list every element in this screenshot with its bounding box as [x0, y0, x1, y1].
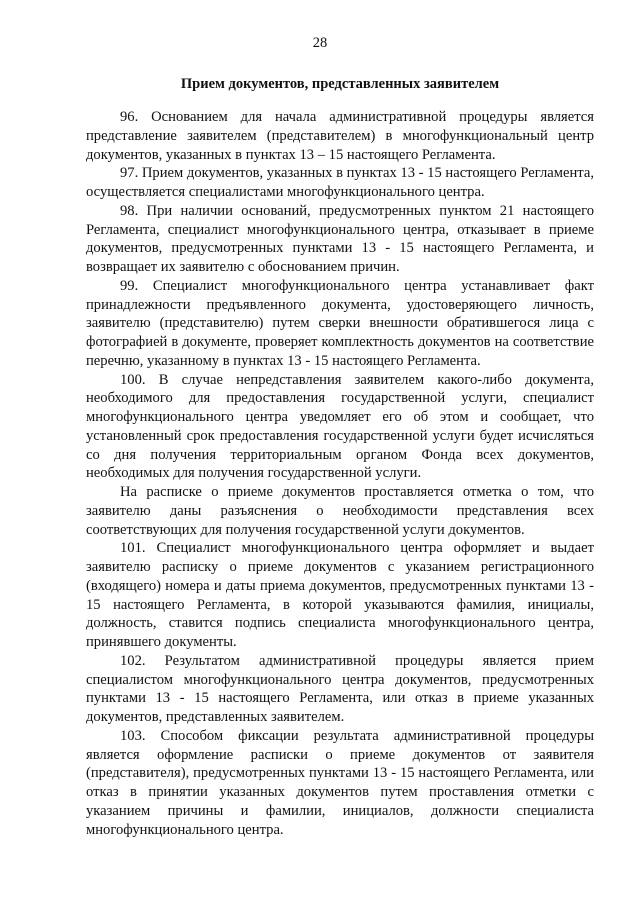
paragraph-99: 99. Специалист многофункционального центра устанавливает факт принадлежности предъявленного документа, удостоверяющего личность, заявителю (представителю) путем сверки внешности обратившегося лица с фотографией в документе, проверяет комплектность документов на соответствие перечню, указанному в пунктах 13 - 15 настоящего Регламента.: [86, 277, 594, 369]
page-number: 28: [312, 35, 328, 51]
paragraph-98: 98. При наличии оснований, предусмотренных пунктом 21 настоящего Регламента, специалист многофункционального центра, отказывает в приеме документов, предусмотренных пунктами 13 - 15 настоящего Регламента, и возвращает их заявителю с обоснованием причин.: [86, 202, 594, 275]
paragraph-101: 101. Специалист многофункционального центра оформляет и выдает заявителю расписку о приеме документов с указанием регистрационного (входящего) номера и даты приема документов, предусмотренных пунктами 13 - 15 настоящего Регламента, в которой указываются фамилия, инициалы, должность, ставится подпись специалиста многофункционального центра, принявшего документы.: [86, 540, 594, 650]
section-heading: Прием документов, представленных заявителем: [180, 76, 500, 92]
paragraph-96: 96. Основанием для начала административной процедуры является представление заявителем (представителем) в многофункциональный центр документов, указанных в пунктах 13 – 15 настоящего Регламента.: [86, 109, 594, 163]
paragraph-103: 103. Способом фиксации результата административной процедуры является оформление расписки о приеме документов от заявителя (представителя), предусмотренных пунктами 13 - 15 настоящего Регламента, или отказ в принятии указанных документов путем проставления отметки с указанием причины и фамилии, инициалов, должности специалиста многофункционального центра.: [86, 727, 594, 838]
paragraph-102: 102. Результатом административной процедуры является прием специалистом многофункционального центра документов, предусмотренных пунктами 13 - 15 настоящего Регламента, или отказ в приеме указанных документов, представленных заявителем.: [86, 652, 594, 725]
paragraph-97: 97. Прием документов, указанных в пунктах 13 - 15 настоящего Регламента, осуществляется специалистами многофункционального центра.: [86, 165, 594, 200]
document-body: [86, 108, 594, 839]
paragraph-receipt-note: На расписке о приеме документов проставляется отметка о том, что заявителю даны разъяснения о необходимости представления всех соответствующих для получения государственной услуги документов.: [86, 484, 594, 538]
paragraph-100: 100. В случае непредставления заявителем какого-либо документа, необходимого для предоставления государственной услуги, специалист многофункционального центра уведомляет его об этом и сообщает, что установленный срок предоставления государственной услуги будет исчисляться со дня получения территориальным органом Фонда всех документов, необходимых для получения государственной услуги.: [86, 371, 594, 482]
